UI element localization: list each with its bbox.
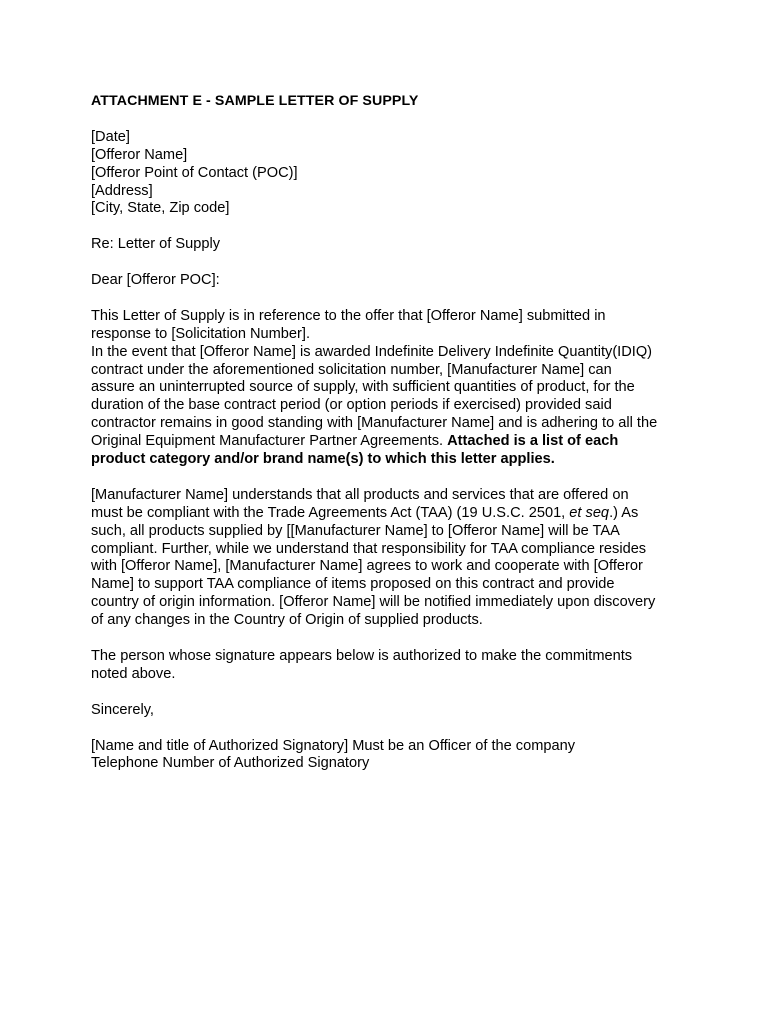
paragraph-line: This Letter of Supply is in reference to the offer that [Offeror Name] submitted in [91, 307, 606, 324]
signature-block [91, 738, 691, 774]
address-street: [Address] [91, 182, 153, 199]
closing: Sincerely, [91, 701, 154, 718]
paragraph-line: such, all products supplied by [[Manufacturer Name] to [Offeror Name] will be TAA [91, 522, 620, 539]
attachment-note-bold: product category and/or brand name(s) to which this letter applies. [91, 451, 555, 468]
paragraph-text: Original Equipment Manufacturer Partner Agreements. [91, 433, 448, 450]
et-seq-italic: et seq [569, 504, 610, 521]
attachment-note-bold: Attached is a list of each [447, 433, 619, 450]
paragraph-text: must be compliant with the Trade Agreements Act (TAA) (19 U.S.C. 2501, [91, 504, 570, 521]
paragraph-line: Name] to support TAA compliance of items proposed on this contract and provide [91, 576, 615, 593]
paragraph-line: country of origin information. [Offeror Name] will be notified immediately upon discovery [91, 594, 656, 611]
paragraph-line [91, 505, 691, 523]
address-block [91, 129, 691, 219]
paragraph-line: contractor remains in good standing with [Manufacturer Name] and is adhering to all the [91, 415, 658, 432]
paragraph-taa [91, 487, 691, 630]
paragraph-line: of any changes in the Country of Origin of supplied products. [91, 612, 483, 629]
paragraph-line: response to [Solicitation Number]. [91, 325, 311, 342]
address-date: [Date] [91, 128, 130, 145]
spacer [91, 469, 691, 487]
spacer [91, 684, 691, 702]
spacer [91, 290, 691, 308]
document-heading: ATTACHMENT E - SAMPLE LETTER OF SUPPLY [91, 93, 419, 109]
paragraph-line: compliant. Further, while we understand that responsibility for TAA compliance resides [91, 540, 647, 557]
paragraph-line: assure an uninterrupted source of supply, with sufficient quantities of product, for the [91, 379, 635, 396]
paragraph-line: [Manufacturer Name] understands that all products and services that are offered on [91, 486, 629, 503]
paragraph-offer [91, 308, 691, 469]
paragraph-line: In the event that [Offeror Name] is awarded Indefinite Delivery Indefinite Quantity(IDIQ) [91, 343, 653, 360]
paragraph-text: .) As [609, 504, 639, 521]
paragraph-line: contract under the aforementioned solicitation number, [Manufacturer Name] can [91, 361, 612, 378]
paragraph-line: The person whose signature appears below is authorized to make the commitments [91, 648, 633, 664]
spacer [91, 111, 691, 129]
signatory-name-title: [Name and title of Authorized Signatory] Must be an Officer of the company [91, 737, 576, 754]
address-city-state-zip: [City, State, Zip code] [91, 200, 230, 217]
re-line: Re: Letter of Supply [91, 236, 220, 253]
spacer [91, 630, 691, 648]
address-offeror-name: [Offeror Name] [91, 146, 188, 163]
address-poc: [Offeror Point of Contact (POC)] [91, 164, 298, 181]
letter-page [91, 93, 691, 773]
spacer [91, 254, 691, 272]
spacer [91, 218, 691, 236]
paragraph-line: duration of the base contract period (or option periods if exercised) provided said [91, 397, 612, 414]
salutation: Dear [Offeror POC]: [91, 272, 220, 289]
paragraph-authorization [91, 648, 691, 684]
paragraph-line: noted above. [91, 665, 176, 682]
paragraph-line [91, 433, 691, 451]
spacer [91, 720, 691, 738]
paragraph-line: with [Offeror Name], [Manufacturer Name] agrees to work and cooperate with [Offeror [91, 558, 643, 575]
signatory-telephone: Telephone Number of Authorized Signatory [91, 755, 370, 772]
